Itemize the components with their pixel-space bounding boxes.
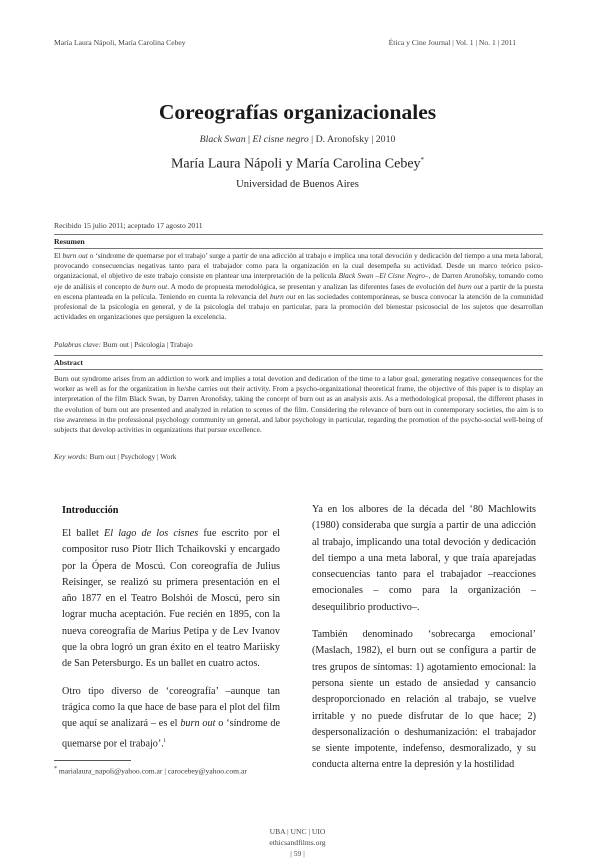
intro-paragraph: El ballet El lago de los cisnes fue escrito por el compositor ruso Piotr Ilich Tchaikovski y encargado por la Ópera de Moscú. Con coreografía de Julius Reisinger, se realizó su primera presentación en el año 1877 en el Teatro Bolshói de Moscú, pero sin lograr mucha aceptación. Fue recién en 1895, con la nueva coreografía de Marius Petipa y de Lev Ivanov que la obra logró un gran éxito en el teatro Mariisky de San Petersburgo. Es un ballet en cuatro actos. — [62, 528, 280, 670]
running-header-journal: Ética y Cine Journal | Vol. 1 | No. 1 | 2011 — [388, 38, 516, 47]
footer-website[interactable]: ethicsandfilms.org — [269, 838, 326, 847]
palabras-clave-value: Burn out | Psicología | Trabajo — [101, 340, 193, 349]
author-footnote-mark[interactable]: * — [420, 156, 425, 164]
palabras-clave — [54, 340, 193, 349]
abstract-text: Burn out syndrome arises from an addiction to work and implies a total devotion and dedication of the time to a labor goal, generating negative consequences for the worker as well as for the organization in he/she carries out their activity. From a psycho-organizational theoretical frame, the objective of this paper is to display an interpretation of the film Black Swan, by Darren Aronofsky, taking the concept of burn out as an analysis axis. As a methodological proposal, the different phases in the evolution of burn out are presented and analyzed in relation to scenes of the film. Considering the relevance of burn out in contemporary societies, the aim is to rise awareness in the professional psychology community un general, and labor psychology in particular, regarding the promotion of the psycho-social well-being of subjects that develop activities in organizations that pursue excellence. — [54, 374, 543, 435]
footnote-divider — [54, 760, 131, 761]
author-footnote — [54, 766, 247, 776]
footnote-mark: * — [54, 766, 57, 772]
body-column-right — [312, 502, 536, 785]
article-authors — [0, 156, 595, 173]
section-divider — [54, 234, 543, 235]
key-words-value: Burn out | Psychology | Work — [87, 452, 177, 461]
film-title-es: El cisne negro — [252, 134, 309, 145]
key-words — [54, 452, 176, 461]
resumen-text: El burn out o ‘síndrome de quemarse por el trabajo’ surge a partir de una adicción al trabajo e implica una total devoción y dedicación del tiempo a una meta laboral, provocando consecuencias negativas tanto para el trabajador como para la organización en la cual desempeña su actividad. Desde un marco teórico psico-organizacional, el objetivo de este trabajo consiste en plantear una interpretación de la película Black Swan –El Cisne Negro–, de Darren Aronofsky, tomando como eje de análisis el concepto de burn out. A modo de propuesta metodológica, se presentan y analizan las diferentes fases de evolución del burn out a partir de la puesta en escena planteada en la película. Teniendo en cuenta la relevancia del burn out en las sociedades contemporáneas, se busca convocar la atención de la comunidad profesional de la psicología en general, y de la psicología del trabajo en particular, para la promoción del bienestar psicosocial de los sujetos que desarrollan actividades en organizaciones que persiguen la excelencia. — [54, 251, 544, 322]
author-emails[interactable]: marialaura_napoli@yahoo.com.ar | carocebey@yahoo.com.ar — [57, 766, 247, 776]
palabras-clave-label: Palabras clave: — [54, 340, 101, 349]
film-reference — [0, 134, 595, 145]
body-column-left — [62, 526, 280, 763]
film-sep: | — [245, 134, 253, 145]
page-number: | 59 | — [290, 849, 305, 858]
film-title-en: Black Swan — [199, 134, 246, 145]
section-divider — [54, 248, 543, 249]
intro-paragraph: También denominado ‘sobrecarga emocional’ (Maslach, 1982), el burn out se configura a partir de tres grupos de síntomas: 1) agotamiento emocional: la persona siente un estado de ansiedad y cansancio desproporcionado en relación al trabajo, se vuelve irritable y no puede disfrutar de lo que hace; 2) despersonalización o deshumanización: el trabajador se siente impotente, indefenso, desmoralizado, y su conducta alterna entre la depresión y la hostilidad — [312, 629, 536, 771]
intro-paragraph: Otro tipo diverso de ‘coreografía’ –aunque tan trágica como la que hace de base para el plot del film que aquí se analizará – es el burn out o ‘síndrome de quemarse por el trabajo’.$^i$ — [62, 685, 280, 749]
article-title: Coreografías organizacionales — [158, 100, 437, 124]
key-words-label: Key words: — [54, 452, 88, 461]
section-divider — [54, 369, 543, 370]
running-header-authors: María Laura Nápoli, María Carolina Cebey — [54, 38, 186, 47]
intro-paragraph: Ya en los albores de la década del ‘80 Machlowits (1980) consideraba que surgía a partir de una adicción al trabajo, implicando una total devoción y dedicación del tiempo a una meta laboral, y que traía aparejadas consecuencias tanto para el trabajador –reacciones emocionales – como para la organización –desequilibrio productivo–. — [312, 504, 536, 613]
intro-heading: Introducción — [62, 505, 119, 516]
footer-institutions: UBA | UNC | UIO — [269, 827, 326, 836]
section-divider — [54, 355, 543, 356]
resumen-heading: Resumen — [54, 237, 85, 246]
author-affiliation: Universidad de Buenos Aires — [236, 179, 359, 190]
endnote-mark[interactable]: i — [163, 737, 166, 744]
received-accepted-dates: Recibido 15 julio 2011; aceptado 17 agosto 2011 — [54, 221, 203, 230]
abstract-heading: Abstract — [54, 358, 84, 367]
authors-names: María Laura Nápoli y María Carolina Cebey — [170, 156, 421, 172]
film-director-year: | D. Aronofsky | 2010 — [308, 134, 396, 145]
